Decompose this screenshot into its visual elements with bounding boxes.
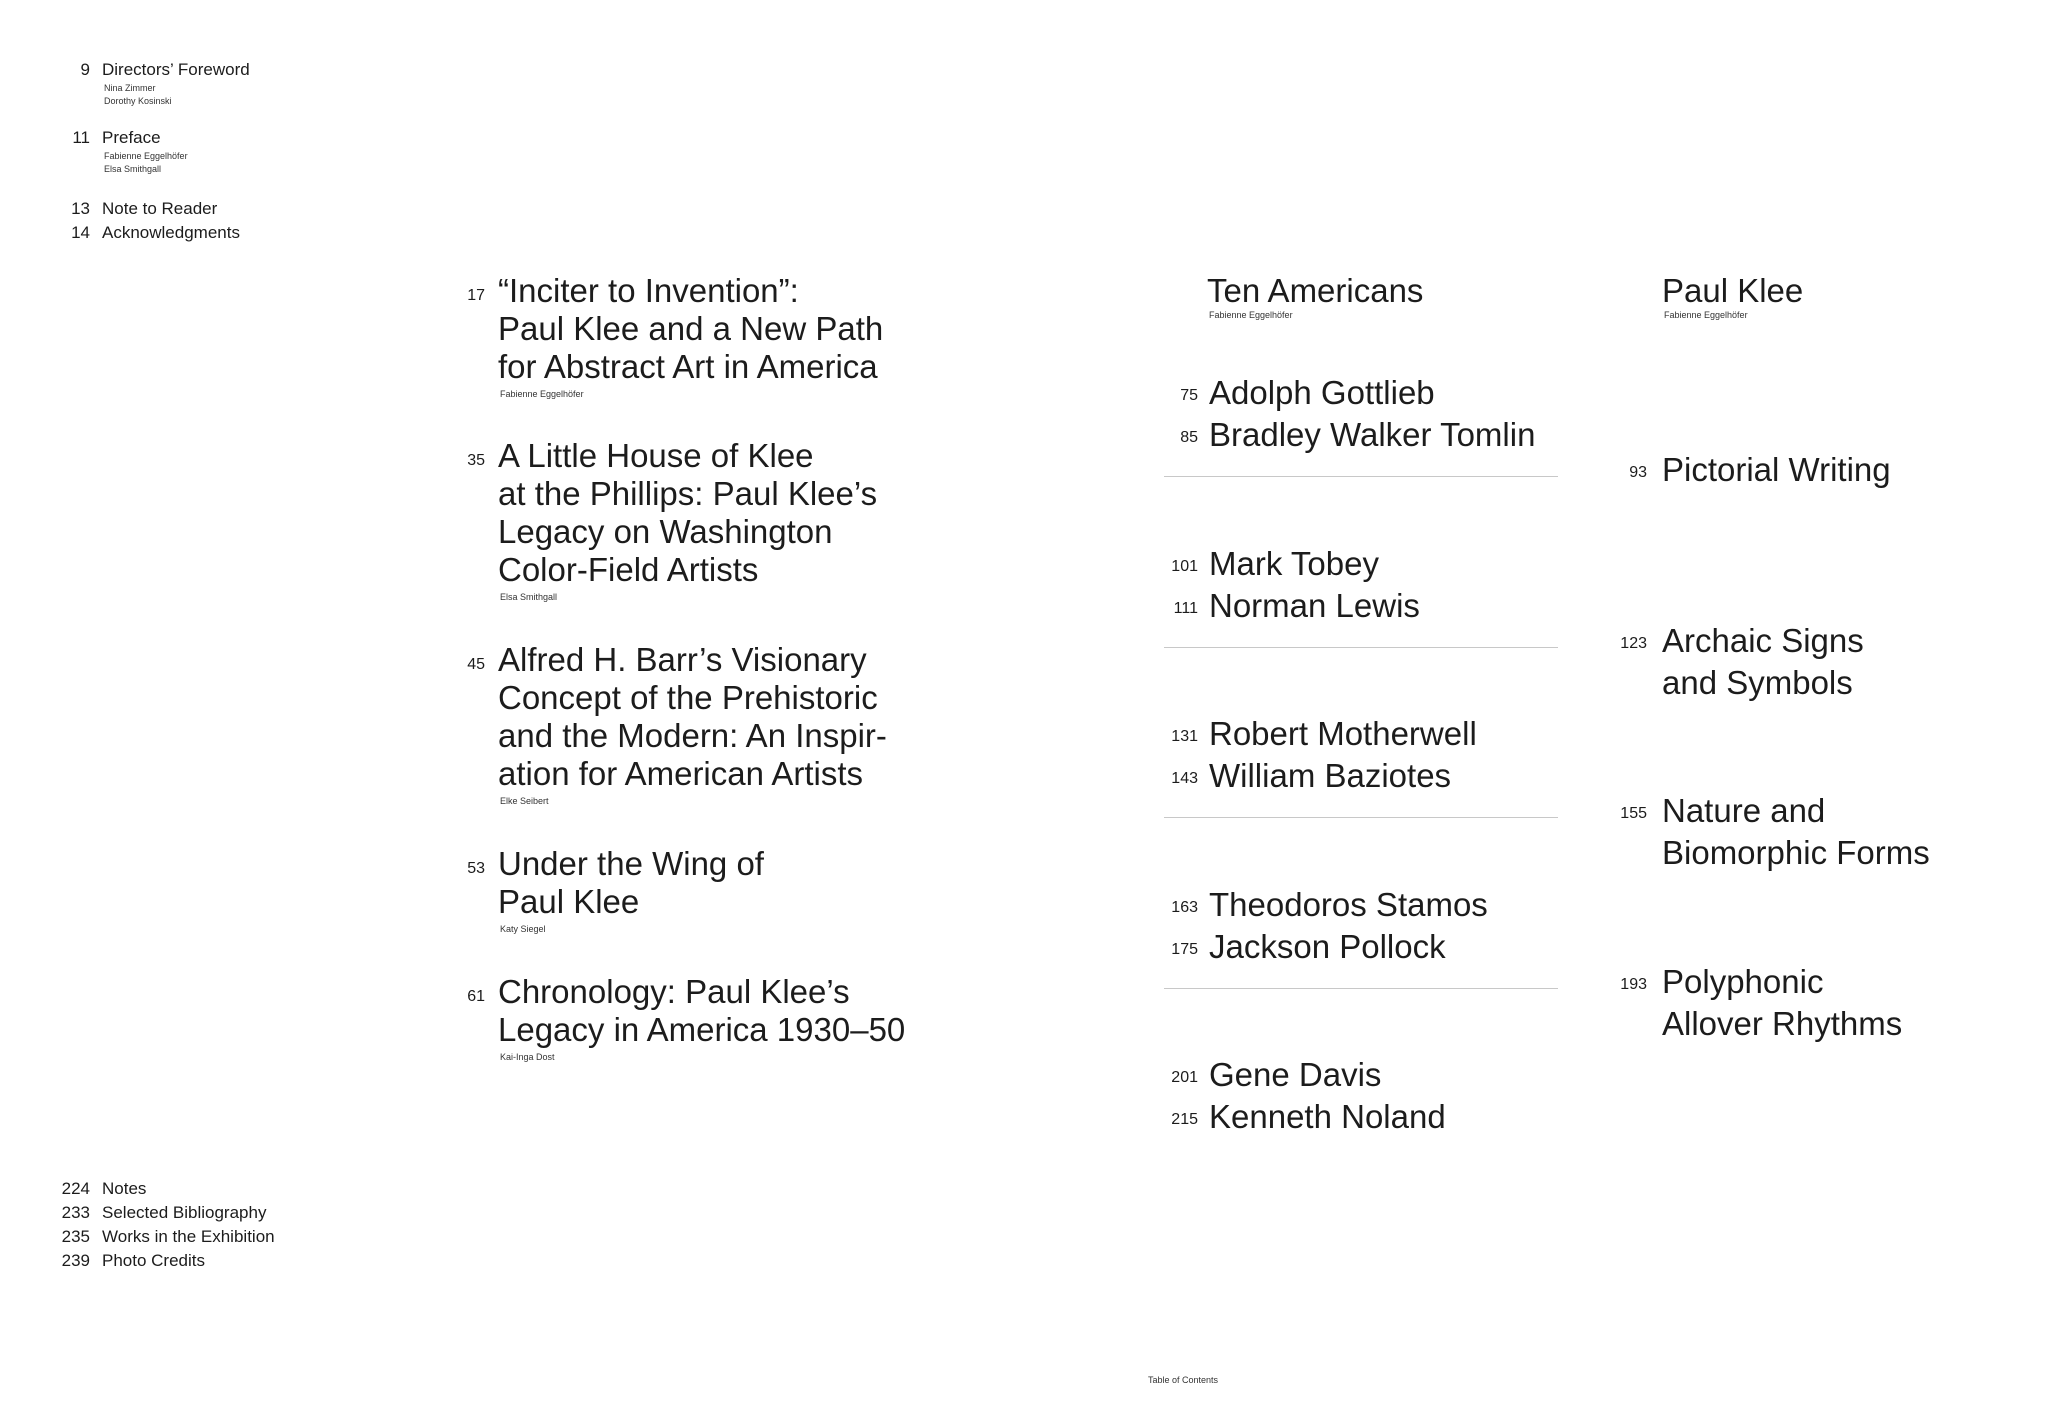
page-number: 35 bbox=[467, 452, 485, 469]
artist-name: Norman Lewis bbox=[1209, 587, 1420, 624]
artist-name: Adolph Gottlieb bbox=[1209, 374, 1435, 411]
toc-entry-notes[interactable] bbox=[52, 1179, 352, 1199]
essay-title: “Inciter to Invention”: Paul Klee and a New Path for Abstract Art in America bbox=[498, 272, 884, 385]
divider-line bbox=[1164, 817, 1558, 818]
essay-title: Under the Wing of Paul Klee bbox=[498, 845, 764, 920]
toc-entry-note-to-reader[interactable] bbox=[52, 199, 352, 219]
toc-entry-artist[interactable] bbox=[1160, 543, 1600, 585]
entry-title: Note to Reader bbox=[102, 199, 218, 218]
page-number: 224 bbox=[61, 1179, 90, 1198]
page-number: 53 bbox=[467, 860, 485, 877]
toc-entry-artist[interactable] bbox=[1160, 926, 1600, 968]
essay-author: Elsa Smithgall bbox=[500, 592, 558, 602]
divider-line bbox=[1164, 647, 1558, 648]
page-number: 163 bbox=[1171, 899, 1198, 916]
author-name: Elsa Smithgall bbox=[104, 164, 162, 174]
theme-name: Pictorial Writing bbox=[1662, 451, 1891, 488]
artist-name: Jackson Pollock bbox=[1209, 928, 1446, 965]
page-number: 11 bbox=[72, 128, 90, 147]
page-number: 143 bbox=[1171, 770, 1198, 787]
page-number: 45 bbox=[467, 656, 485, 673]
toc-entry-artist[interactable] bbox=[1160, 713, 1600, 755]
essay-title: Chronology: Paul Klee’s Legacy in America 1930–50 bbox=[498, 973, 906, 1048]
toc-entry-directors-foreword[interactable] bbox=[52, 60, 352, 108]
essay-author: Katy Siegel bbox=[500, 924, 546, 934]
essay-title: Alfred H. Barr’s Visionary Concept of the Prehistoric and the Modern: An Inspir- ation for American Artists bbox=[498, 641, 887, 792]
toc-entry-artist[interactable] bbox=[1160, 372, 1600, 414]
toc-entry-artist[interactable] bbox=[1160, 1096, 1600, 1138]
artist-name: Theodoros Stamos bbox=[1209, 886, 1488, 923]
page-number: 123 bbox=[1620, 635, 1647, 652]
toc-entry-bibliography[interactable] bbox=[52, 1203, 352, 1223]
page-number: 131 bbox=[1171, 728, 1198, 745]
page-number: 201 bbox=[1171, 1069, 1198, 1086]
theme-name: Archaic Signs and Symbols bbox=[1662, 622, 1864, 701]
page-number: 61 bbox=[467, 988, 485, 1005]
section-heading[interactable]: Paul Klee bbox=[1662, 272, 1804, 309]
artist-name: Kenneth Noland bbox=[1209, 1098, 1446, 1135]
page-number: 111 bbox=[1173, 600, 1198, 617]
section-author: Fabienne Eggelhöfer bbox=[1209, 310, 1293, 320]
entry-title: Notes bbox=[102, 1179, 147, 1198]
toc-entry-preface[interactable] bbox=[52, 128, 352, 176]
toc-entry-artist[interactable] bbox=[1160, 414, 1600, 456]
page-number: 101 bbox=[1171, 558, 1198, 575]
page-number: 14 bbox=[71, 223, 90, 242]
entry-title: Photo Credits bbox=[102, 1251, 205, 1270]
page-number: 93 bbox=[1629, 464, 1647, 481]
toc-entry-artist[interactable] bbox=[1160, 1054, 1600, 1096]
running-footer: Table of Contents bbox=[1148, 1375, 1219, 1385]
author-name: Nina Zimmer bbox=[104, 83, 156, 93]
page-number: 235 bbox=[61, 1227, 90, 1246]
section-author: Fabienne Eggelhöfer bbox=[1664, 310, 1748, 320]
essay-title: A Little House of Klee at the Phillips: Paul Klee’s Legacy on Washington Color-Field Artists bbox=[498, 437, 878, 588]
entry-title: Directors’ Foreword bbox=[102, 60, 250, 79]
page-number: 85 bbox=[1180, 429, 1198, 446]
section-heading[interactable]: Ten Americans bbox=[1207, 272, 1424, 309]
entry-title: Selected Bibliography bbox=[102, 1203, 267, 1222]
entry-title: Acknowledgments bbox=[102, 223, 240, 242]
page-number: 215 bbox=[1171, 1111, 1198, 1128]
page-number: 17 bbox=[467, 287, 485, 304]
toc-entry-artist[interactable] bbox=[1160, 755, 1600, 797]
entry-title: Works in the Exhibition bbox=[102, 1227, 275, 1246]
page-number: 13 bbox=[71, 199, 90, 218]
page-number: 9 bbox=[80, 60, 90, 79]
artist-name: Mark Tobey bbox=[1209, 545, 1379, 582]
entry-title: Preface bbox=[102, 128, 161, 147]
toc-entry-photo-credits[interactable] bbox=[52, 1251, 352, 1271]
toc-entry-artist[interactable] bbox=[1160, 884, 1600, 926]
toc-entry-acknowledgments[interactable] bbox=[52, 223, 352, 243]
page-number: 233 bbox=[61, 1203, 90, 1222]
toc-entry-works-in-exhibition[interactable] bbox=[52, 1227, 352, 1247]
author-name: Dorothy Kosinski bbox=[104, 96, 172, 106]
divider-line bbox=[1164, 476, 1558, 477]
page-number: 239 bbox=[61, 1251, 90, 1270]
page-number: 193 bbox=[1620, 976, 1647, 993]
essay-author: Elke Seibert bbox=[500, 796, 549, 806]
artist-name: William Baziotes bbox=[1209, 757, 1452, 794]
artist-name: Robert Motherwell bbox=[1209, 715, 1477, 752]
essay-author: Fabienne Eggelhöfer bbox=[500, 389, 584, 399]
theme-name: Polyphonic Allover Rhythms bbox=[1662, 963, 1903, 1042]
artist-name: Bradley Walker Tomlin bbox=[1209, 416, 1536, 453]
page-number: 75 bbox=[1180, 387, 1198, 404]
theme-name: Nature and Biomorphic Forms bbox=[1662, 792, 1930, 871]
author-name: Fabienne Eggelhöfer bbox=[104, 151, 188, 161]
page-number: 155 bbox=[1620, 805, 1647, 822]
essay-author: Kai-Inga Dost bbox=[500, 1052, 555, 1062]
page-number: 175 bbox=[1171, 941, 1198, 958]
toc-entry-artist[interactable] bbox=[1160, 585, 1600, 627]
artist-name: Gene Davis bbox=[1209, 1056, 1382, 1093]
divider-line bbox=[1164, 988, 1558, 989]
